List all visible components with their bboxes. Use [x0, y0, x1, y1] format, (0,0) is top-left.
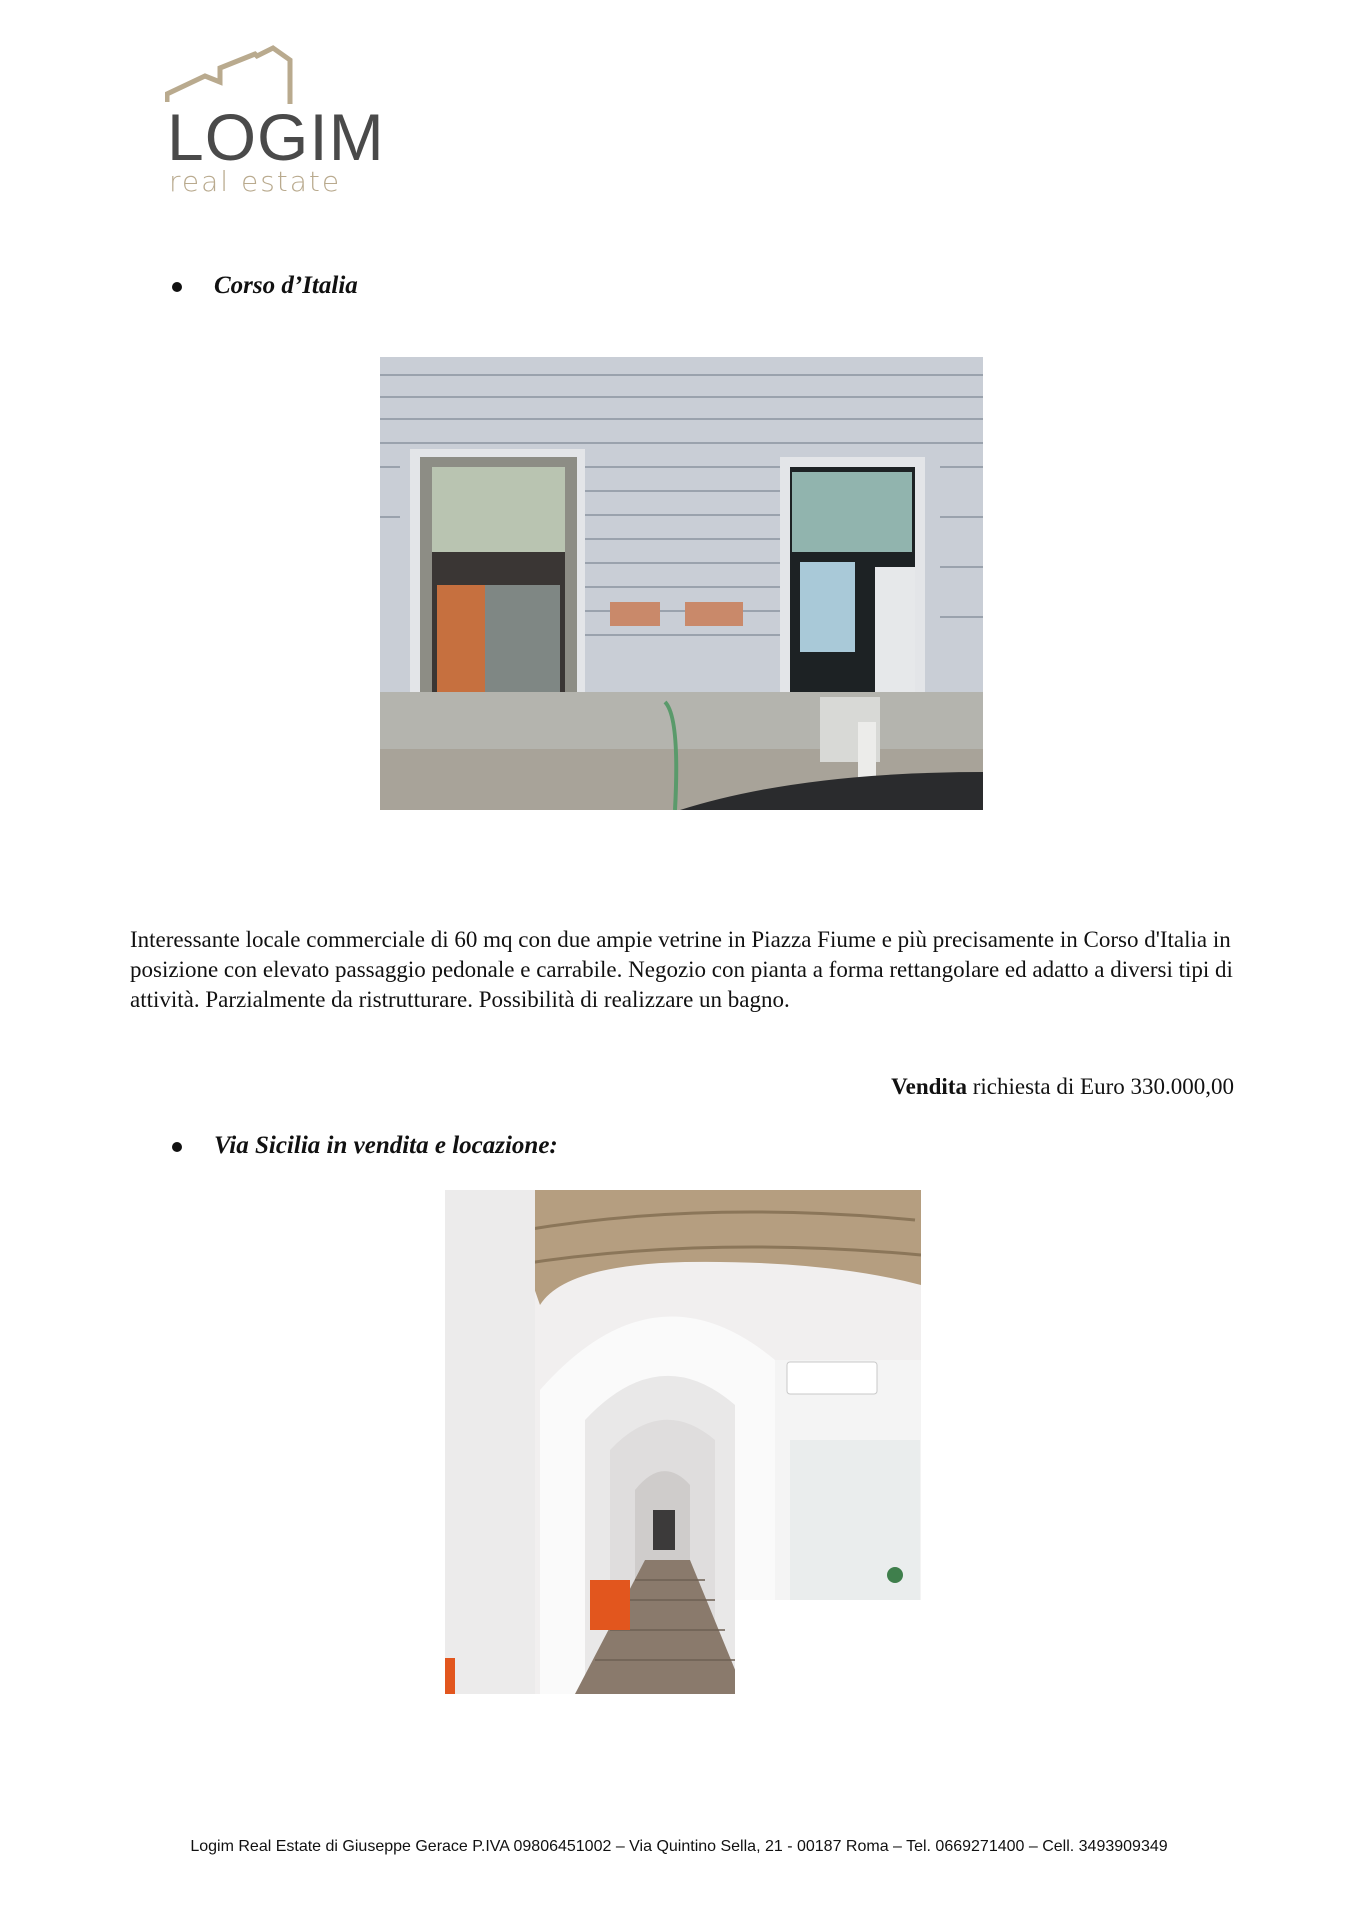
listing-title: Via Sicilia in vendita e locazione:	[214, 1132, 558, 1159]
storefront-facade-photo	[380, 357, 983, 810]
listing-price	[891, 1072, 1234, 1102]
vaulted-corridor-photo	[445, 1190, 921, 1694]
logo-tagline: real estate	[169, 165, 342, 198]
price-text: richiesta di Euro 330.000,00	[966, 1074, 1234, 1099]
company-logo	[165, 42, 385, 202]
price-label: Vendita	[891, 1074, 967, 1099]
footer-contact-info: Logim Real Estate di Giuseppe Gerace P.IVA 09806451002 – Via Quintino Sella, 21 - 00187 Roma – Tel. 0669271400 – Cell. 3493909349	[190, 1838, 1168, 1855]
bullet-icon	[172, 1142, 182, 1152]
listing-description: Interessante locale commerciale di 60 mq con due ampie vetrine in Piazza Fiume e più precisamente in Corso d'Italia in posizione con elevato passaggio pedonale e carrabile. Negozio con pianta a forma rettangolare ed adatto a diversi tipi di attività. Parzialmente da ristrutturare. Possibilità di realizzare un bagno.	[130, 927, 1233, 1012]
bullet-icon	[172, 282, 182, 292]
logo-wordmark: LOGIM	[167, 100, 385, 174]
listing-title: Corso d’Italia	[214, 272, 358, 299]
